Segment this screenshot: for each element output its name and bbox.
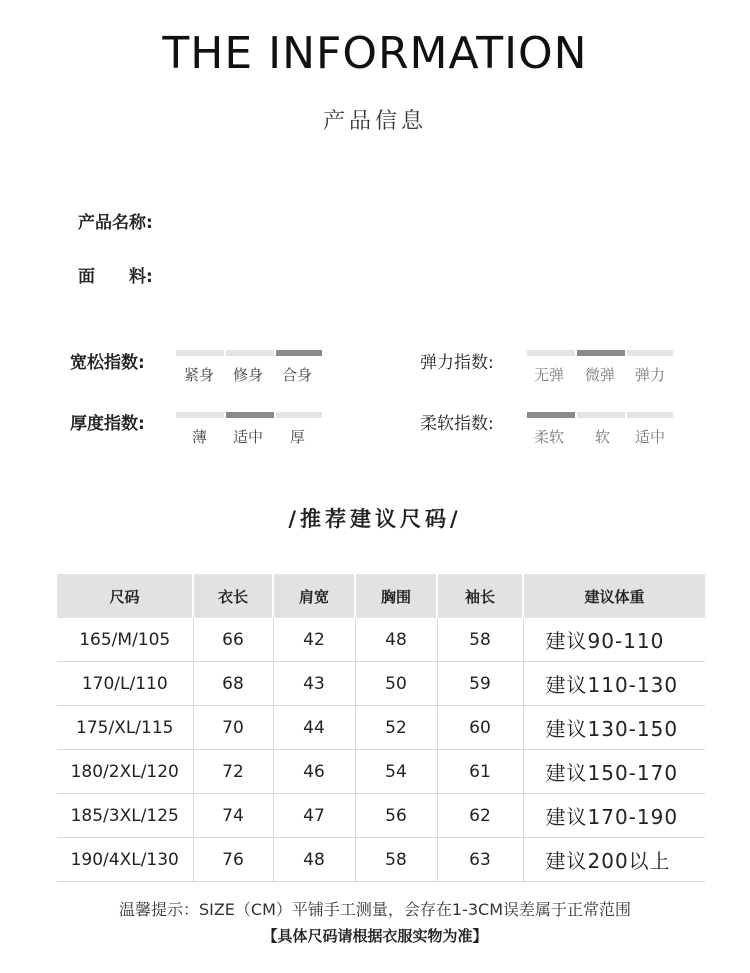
- size-section-title: /推荐建议尺码/: [288, 507, 462, 531]
- cell-sleeve: 61: [437, 750, 523, 794]
- looseness-bar: [176, 350, 322, 356]
- softness-bar: [527, 412, 673, 418]
- looseness-index: [70, 348, 330, 388]
- softness-segment-3: [627, 412, 673, 418]
- thickness-index: [70, 409, 330, 449]
- thickness-segment-1: [176, 412, 224, 418]
- looseness-option-1: 紧身: [184, 366, 215, 384]
- looseness-segment-1: [176, 350, 224, 356]
- column-header-size: 尺码: [57, 574, 193, 618]
- column-header-sleeve: 袖长: [437, 574, 523, 618]
- elasticity-label: 弹力指数:: [420, 353, 494, 373]
- thickness-option-3: 厚: [290, 428, 306, 446]
- softness-segment-2: [577, 412, 625, 418]
- size-table: [57, 574, 705, 882]
- cell-sleeve: 58: [437, 618, 523, 662]
- cell-sleeve: 59: [437, 662, 523, 706]
- looseness-label: 宽松指数:: [70, 353, 145, 373]
- elasticity-option-2: 微弹: [585, 366, 616, 384]
- table-row: [57, 618, 705, 662]
- cell-shoulder: 43: [273, 662, 355, 706]
- thickness-segment-3: [276, 412, 322, 418]
- table-row: [57, 662, 705, 706]
- table-row: [57, 794, 705, 838]
- column-header-length: 衣长: [193, 574, 273, 618]
- cell-chest: 56: [355, 794, 437, 838]
- thickness-bar: [176, 412, 322, 418]
- cell-length: 72: [193, 750, 273, 794]
- elasticity-bar: [527, 350, 673, 356]
- cell-weight: 建议150-170: [523, 750, 705, 794]
- cell-chest: 58: [355, 838, 437, 882]
- cell-size: 180/2XL/120: [57, 750, 193, 794]
- softness-index: [420, 409, 680, 449]
- cell-sleeve: 60: [437, 706, 523, 750]
- cell-chest: 52: [355, 706, 437, 750]
- thickness-segment-2: [226, 412, 274, 418]
- elasticity-segment-3: [627, 350, 673, 356]
- cell-size: 190/4XL/130: [57, 838, 193, 882]
- elasticity-segment-2: [577, 350, 625, 356]
- table-row: [57, 838, 705, 882]
- cell-chest: 48: [355, 618, 437, 662]
- cell-size: 175/XL/115: [57, 706, 193, 750]
- column-header-weight: 建议体重: [523, 574, 705, 618]
- looseness-option-3: 合身: [282, 366, 313, 384]
- page-subtitle: 产品信息: [322, 109, 427, 134]
- cell-weight: 建议200以上: [523, 838, 705, 882]
- table-row: [57, 706, 705, 750]
- column-header-shoulder: 肩宽: [273, 574, 355, 618]
- cell-chest: 54: [355, 750, 437, 794]
- product-name-field: 产品名称:: [78, 213, 153, 233]
- cell-length: 66: [193, 618, 273, 662]
- cell-sleeve: 63: [437, 838, 523, 882]
- cell-shoulder: 42: [273, 618, 355, 662]
- cell-length: 76: [193, 838, 273, 882]
- elasticity-segment-1: [527, 350, 575, 356]
- thickness-option-1: 薄: [192, 428, 208, 446]
- page-title: THE INFORMATION: [162, 28, 588, 79]
- softness-option-2: 软: [595, 428, 611, 446]
- cell-size: 165/M/105: [57, 618, 193, 662]
- cell-length: 70: [193, 706, 273, 750]
- softness-label: 柔软指数:: [420, 414, 494, 434]
- cell-weight: 建议110-130: [523, 662, 705, 706]
- looseness-segment-3: [276, 350, 322, 356]
- cell-size: 170/L/110: [57, 662, 193, 706]
- softness-option-3: 适中: [635, 428, 666, 446]
- cell-weight: 建议90-110: [523, 618, 705, 662]
- cell-shoulder: 46: [273, 750, 355, 794]
- softness-option-1: 柔软: [534, 428, 565, 446]
- cell-weight: 建议130-150: [523, 706, 705, 750]
- fabric-field: 面 料:: [78, 267, 153, 287]
- cell-shoulder: 44: [273, 706, 355, 750]
- cell-shoulder: 47: [273, 794, 355, 838]
- table-row: [57, 750, 705, 794]
- size-table-header: [57, 574, 705, 618]
- column-header-chest: 胸围: [355, 574, 437, 618]
- thickness-option-2: 适中: [233, 428, 264, 446]
- size-note: 【具体尺码请根据衣服实物为准】: [262, 927, 488, 945]
- cell-shoulder: 48: [273, 838, 355, 882]
- cell-weight: 建议170-190: [523, 794, 705, 838]
- cell-chest: 50: [355, 662, 437, 706]
- elasticity-index: [420, 348, 680, 388]
- softness-segment-1: [527, 412, 575, 418]
- thickness-label: 厚度指数:: [70, 414, 145, 434]
- cell-sleeve: 62: [437, 794, 523, 838]
- cell-length: 74: [193, 794, 273, 838]
- looseness-segment-2: [226, 350, 274, 356]
- looseness-option-2: 修身: [233, 366, 264, 384]
- measurement-tip: 温馨提示：SIZE（CM）平铺手工测量，会存在1-3CM误差属于正常范围: [118, 900, 632, 919]
- cell-length: 68: [193, 662, 273, 706]
- elasticity-option-3: 弹力: [635, 366, 666, 384]
- cell-size: 185/3XL/125: [57, 794, 193, 838]
- elasticity-option-1: 无弹: [534, 366, 565, 384]
